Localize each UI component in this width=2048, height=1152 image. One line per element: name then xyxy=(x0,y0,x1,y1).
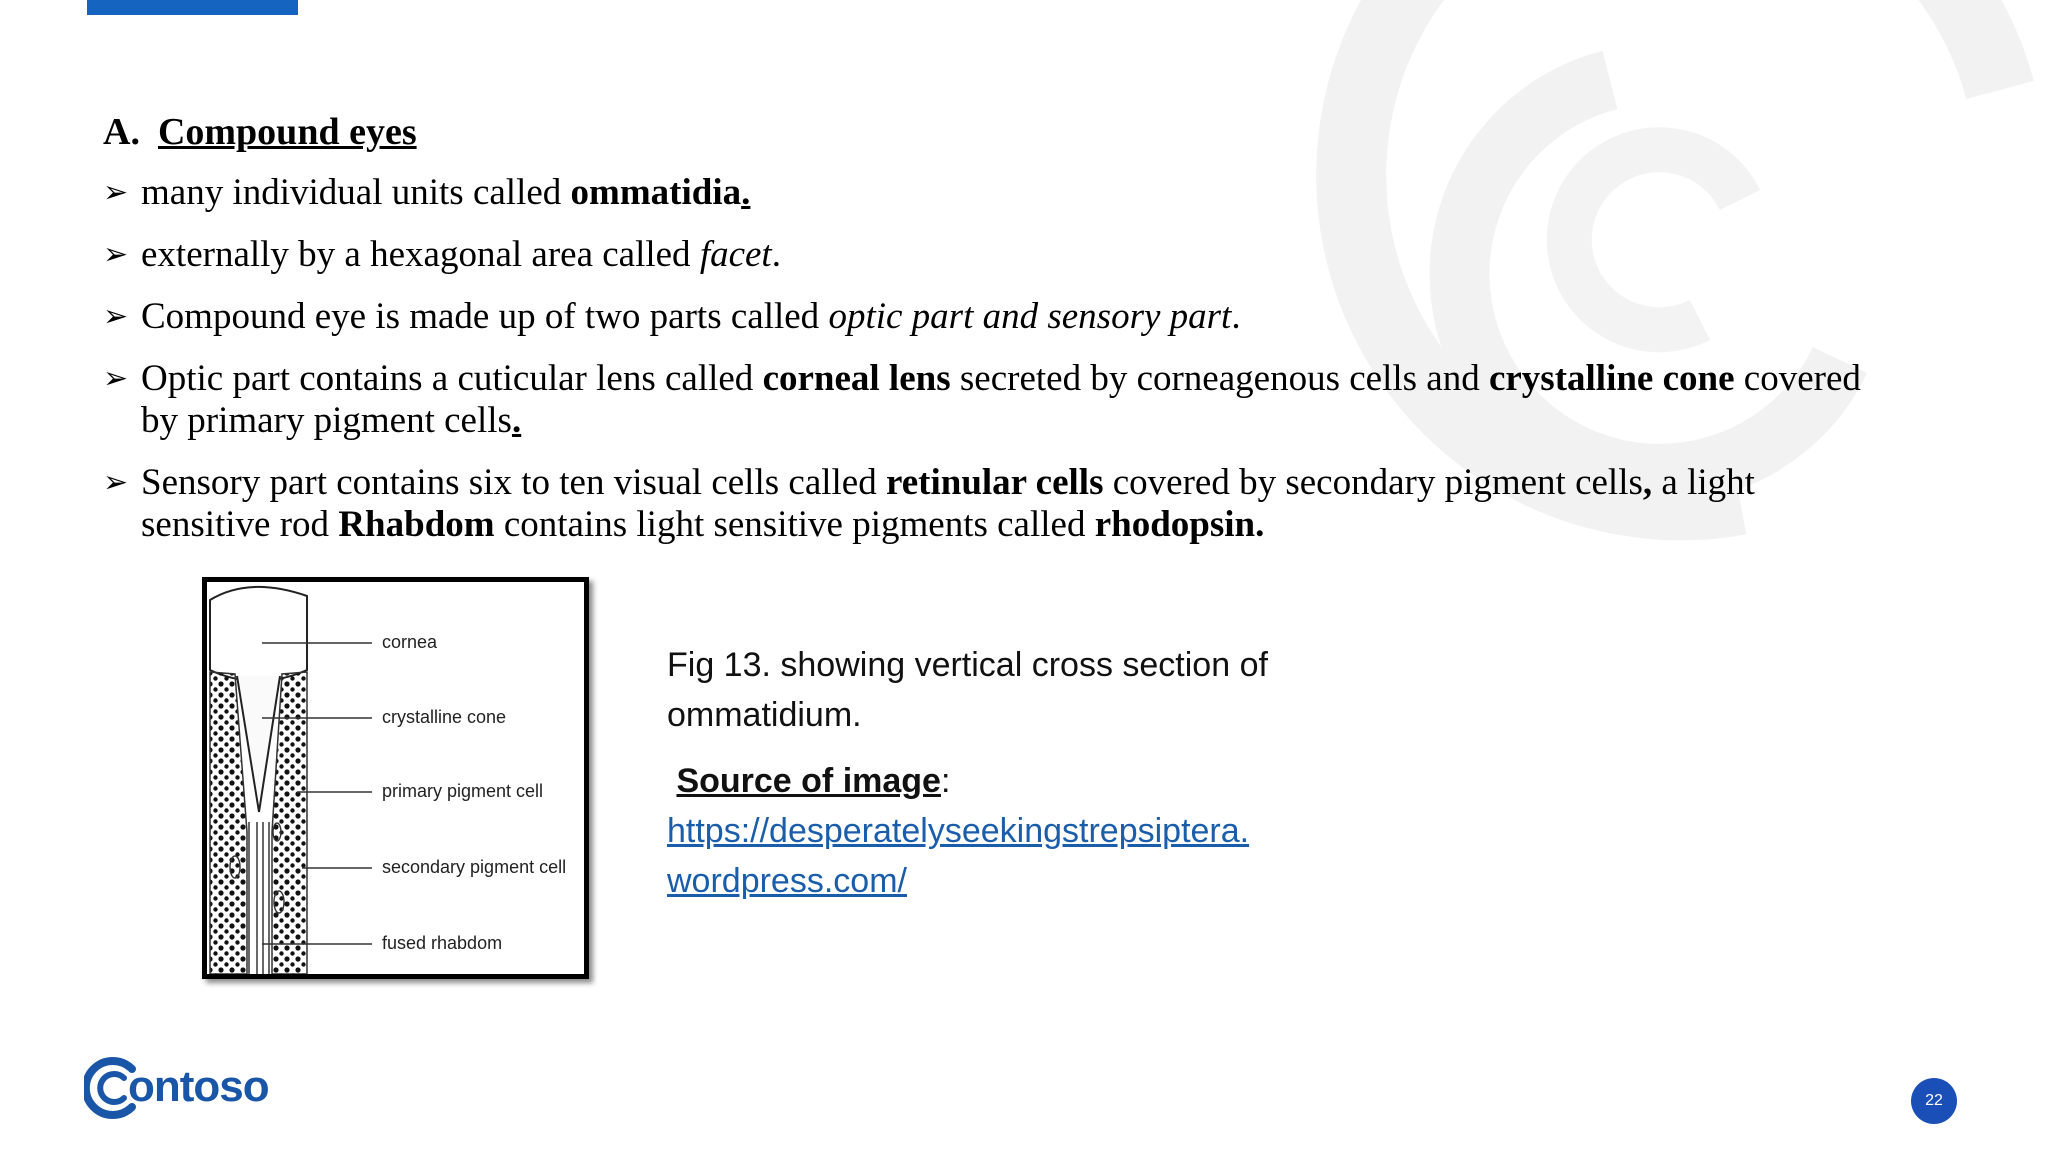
bullet-facet: ➢ externally by a hexagonal area called facet. xyxy=(103,234,781,275)
label-cornea: cornea xyxy=(382,632,438,652)
arrow-bullet-icon: ➢ xyxy=(103,175,129,210)
heading-letter: A. xyxy=(103,111,140,153)
bullet-two-parts: ➢ Compound eye is made up of two parts called optic part and sensory part. xyxy=(103,296,1241,337)
caption-text: Fig 13. showing vertical cross section of ommatidium. xyxy=(667,646,1268,734)
label-primary-pigment-cell: primary pigment cell xyxy=(382,781,544,801)
top-accent-bar xyxy=(87,0,298,15)
label-crystalline-cone: crystalline cone xyxy=(382,707,507,727)
ommatidium-figure xyxy=(202,577,589,979)
arrow-bullet-icon: ➢ xyxy=(103,465,129,500)
arrow-bullet-icon: ➢ xyxy=(103,237,129,272)
bullet-sensory-part: ➢ Sensory part contains six to ten visual cells called retinular cells covered by secondary pigment cells, a light sensitive rod Rhabdom contains light sensitive pigments called rhodopsin. xyxy=(103,462,1755,545)
arrow-bullet-icon: ➢ xyxy=(103,299,129,334)
bullet-ommatidia: ➢ many individual units called ommatidia. xyxy=(103,172,751,213)
bullet-list xyxy=(103,172,1863,566)
slide-heading xyxy=(103,110,417,154)
source-line: Source of image: xyxy=(676,762,951,800)
page-number-badge: 22 xyxy=(1911,1078,1957,1124)
source-link[interactable]: https://desperatelyseekingstrepsiptera. wordpress.com/ xyxy=(667,812,1250,900)
bullet-optic-part: ➢ Optic part contains a cuticular lens called corneal lens secreted by corneagenous cells and crystalline cone covered by primary pigment cells. xyxy=(103,358,1861,441)
arrow-bullet-icon: ➢ xyxy=(103,361,129,396)
figure-caption xyxy=(667,640,1367,906)
heading-title: Compound eyes xyxy=(157,111,417,153)
label-secondary-pigment-cell: secondary pigment cell xyxy=(382,857,567,877)
label-fused-rhabdom: fused rhabdom xyxy=(382,933,503,953)
source-label: Source of image xyxy=(676,762,941,800)
logo-wordmark: ontoso xyxy=(128,1062,269,1111)
